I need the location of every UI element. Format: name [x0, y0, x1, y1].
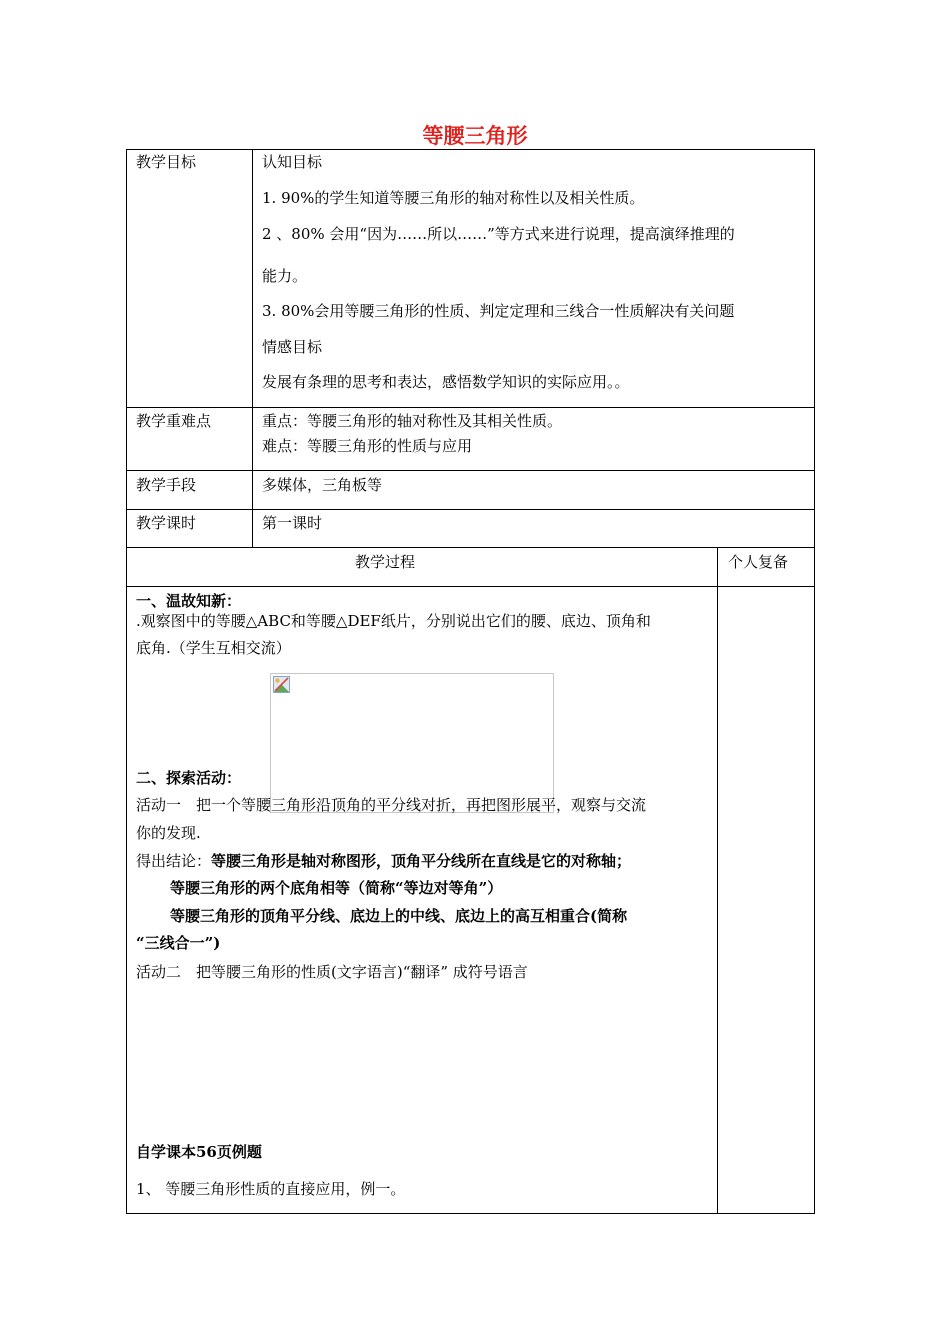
page-title: 等腰三角形: [422, 124, 528, 148]
conclusion-line-1: [136, 851, 631, 871]
section-2-heading: 二、探索活动：: [136, 769, 242, 787]
section-1-text-cont: 底角.（学生互相交流）: [136, 639, 291, 657]
row-divider: [126, 407, 815, 408]
activity-1: 活动一 把一个等腰三角形沿顶角的平分线对折，再把图形展平，观察与交流: [136, 796, 647, 814]
means-label: 教学手段: [136, 476, 197, 494]
broken-image-icon: [273, 676, 290, 693]
activity-2: 活动二 把等腰三角形的性质(文字语言)“翻译” 成符号语言: [136, 963, 528, 981]
side-column-divider: [717, 547, 718, 1214]
side-header: 个人复备: [728, 553, 789, 571]
example-1: 1、 等腰三角形性质的直接应用，例一。: [136, 1180, 406, 1198]
means-value: 多媒体，三角板等: [262, 476, 383, 494]
affective-text: 发展有条理的思考和表达，感悟数学知识的实际应用。。: [262, 373, 630, 391]
row-divider: [126, 509, 815, 510]
goal-item-2: 2 、80% 会用“因为……所以……”等方式来进行说理，提高演绎推理的: [262, 225, 735, 243]
period-value: 第一课时: [262, 514, 323, 532]
conclusion-3-cont: “三线合一”): [136, 934, 221, 952]
goal-item-3: 3. 80%会用等腰三角形的性质、判定定理和三线合一性质解决有关问题: [262, 302, 735, 320]
process-header: 教学过程: [355, 553, 416, 571]
period-label: 教学课时: [136, 514, 197, 532]
row-divider: [126, 586, 815, 587]
goal-item-2-cont: 能力。: [262, 267, 308, 285]
conclusion-2: 等腰三角形的两个底角相等（简称“等边对等角”）: [170, 879, 503, 897]
label-column-divider: [252, 149, 253, 548]
row-divider: [126, 470, 815, 471]
key-points-label: 教学重难点: [136, 412, 212, 430]
conclusion-prefix: 得出结论：: [136, 852, 212, 870]
section-1-text: .观察图中的等腰△ABC和等腰△DEF纸片，分别说出它们的腰、底边、顶角和: [136, 612, 651, 630]
key-point: 重点：等腰三角形的轴对称性及其相关性质。: [262, 412, 563, 430]
goals-label: 教学目标: [136, 153, 197, 171]
cognitive-heading: 认知目标: [262, 153, 323, 171]
goal-item-1: 1. 90%的学生知道等腰三角形的轴对称性以及相关性质。: [262, 189, 645, 207]
affective-heading: 情感目标: [262, 338, 323, 356]
difficulty-point: 难点：等腰三角形的性质与应用: [262, 437, 473, 455]
conclusion-3: 等腰三角形的顶角平分线、底边上的中线、底边上的高互相重合(简称: [170, 907, 628, 925]
self-study-heading: 自学课本56页例题: [136, 1143, 262, 1161]
activity-1-cont: 你的发现.: [136, 824, 201, 842]
section-1-heading: 一、温故知新：: [136, 592, 242, 610]
conclusion-1: 等腰三角形是轴对称图形，顶角平分线所在直线是它的对称轴；: [211, 852, 632, 870]
row-divider: [126, 547, 815, 548]
figure-placeholder: [270, 673, 554, 813]
